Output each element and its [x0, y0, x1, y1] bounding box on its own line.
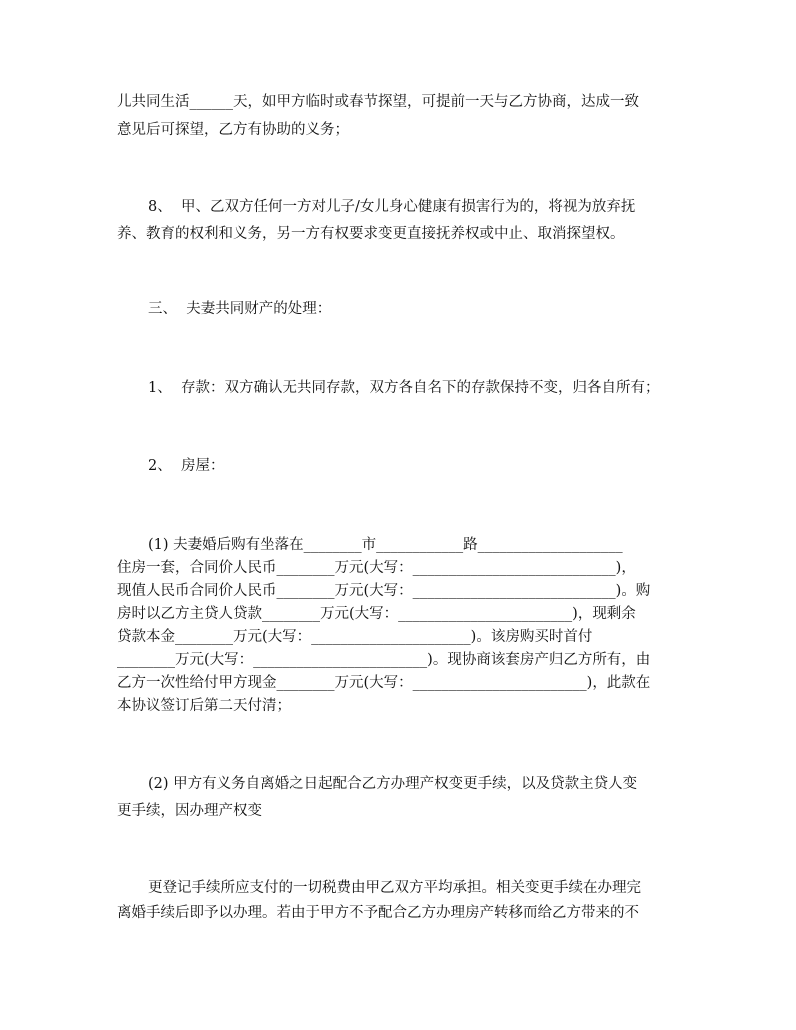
paragraph-line: 意见后可探望，乙方有协助的义务；: [117, 122, 349, 138]
section-heading: 三、 夫妻共同财产的处理：: [148, 301, 332, 317]
house-clause-1-line: 本协议签订后第二天付清；: [117, 698, 291, 714]
clause-8-line: 养、教育的权利和义务，另一方有权要求变更直接抚养权或中止、取消探望权。: [117, 226, 625, 242]
house-clause-1-line: 贷款本金________万元(大写：______________________)。该房购买时首付: [117, 629, 593, 645]
item-house: 2、 房屋：: [148, 458, 225, 474]
house-clause-1-line: 房时以乙方主贷人贷款________万元(大写：________________________)，现剩余: [117, 606, 636, 622]
clause-8-line: 8、 甲、乙双方任何一方对儿子/女儿身心健康有损害行为的，将视为放弃抚: [148, 199, 636, 215]
house-clause-1-line: 住房一套，合同价人民币________万元(大写：____________________________)，: [117, 560, 636, 576]
item-deposit: 1、 存款：双方确认无共同存款，双方各自名下的存款保持不变，归各自所有；: [148, 380, 660, 396]
house-clause-1-line: 现值人民币合同价人民币________万元(大写：____________________________)。购: [117, 583, 651, 599]
house-clause-2-line: (2) 甲方有义务自离婚之日起配合乙方办理产权变更手续，以及贷款主贷人变: [148, 776, 638, 792]
house-clause-1-line: (1) 夫妻婚后购有坐落在________市____________路____________________: [148, 537, 623, 553]
house-clause-2-line: 更手续，因办理产权变: [117, 803, 262, 819]
continuation-line: 离婚手续后即予以办理。若由于甲方不予配合乙方办理房产转移而给乙方带来的不: [117, 905, 639, 921]
continuation-line: 更登记手续所应支付的一切税费由甲乙双方平均承担。相关变更手续在办理完: [148, 880, 641, 896]
house-clause-1-line: 乙方一次性给付甲方现金________万元(大写：________________________)，此款在: [117, 675, 651, 691]
house-clause-1-line: ________万元(大写：________________________)。现协商该套房产归乙方所有，由: [117, 652, 651, 668]
paragraph-line: 儿共同生活______天，如甲方临时或春节探望，可提前一天与乙方协商，达成一致: [117, 94, 639, 110]
